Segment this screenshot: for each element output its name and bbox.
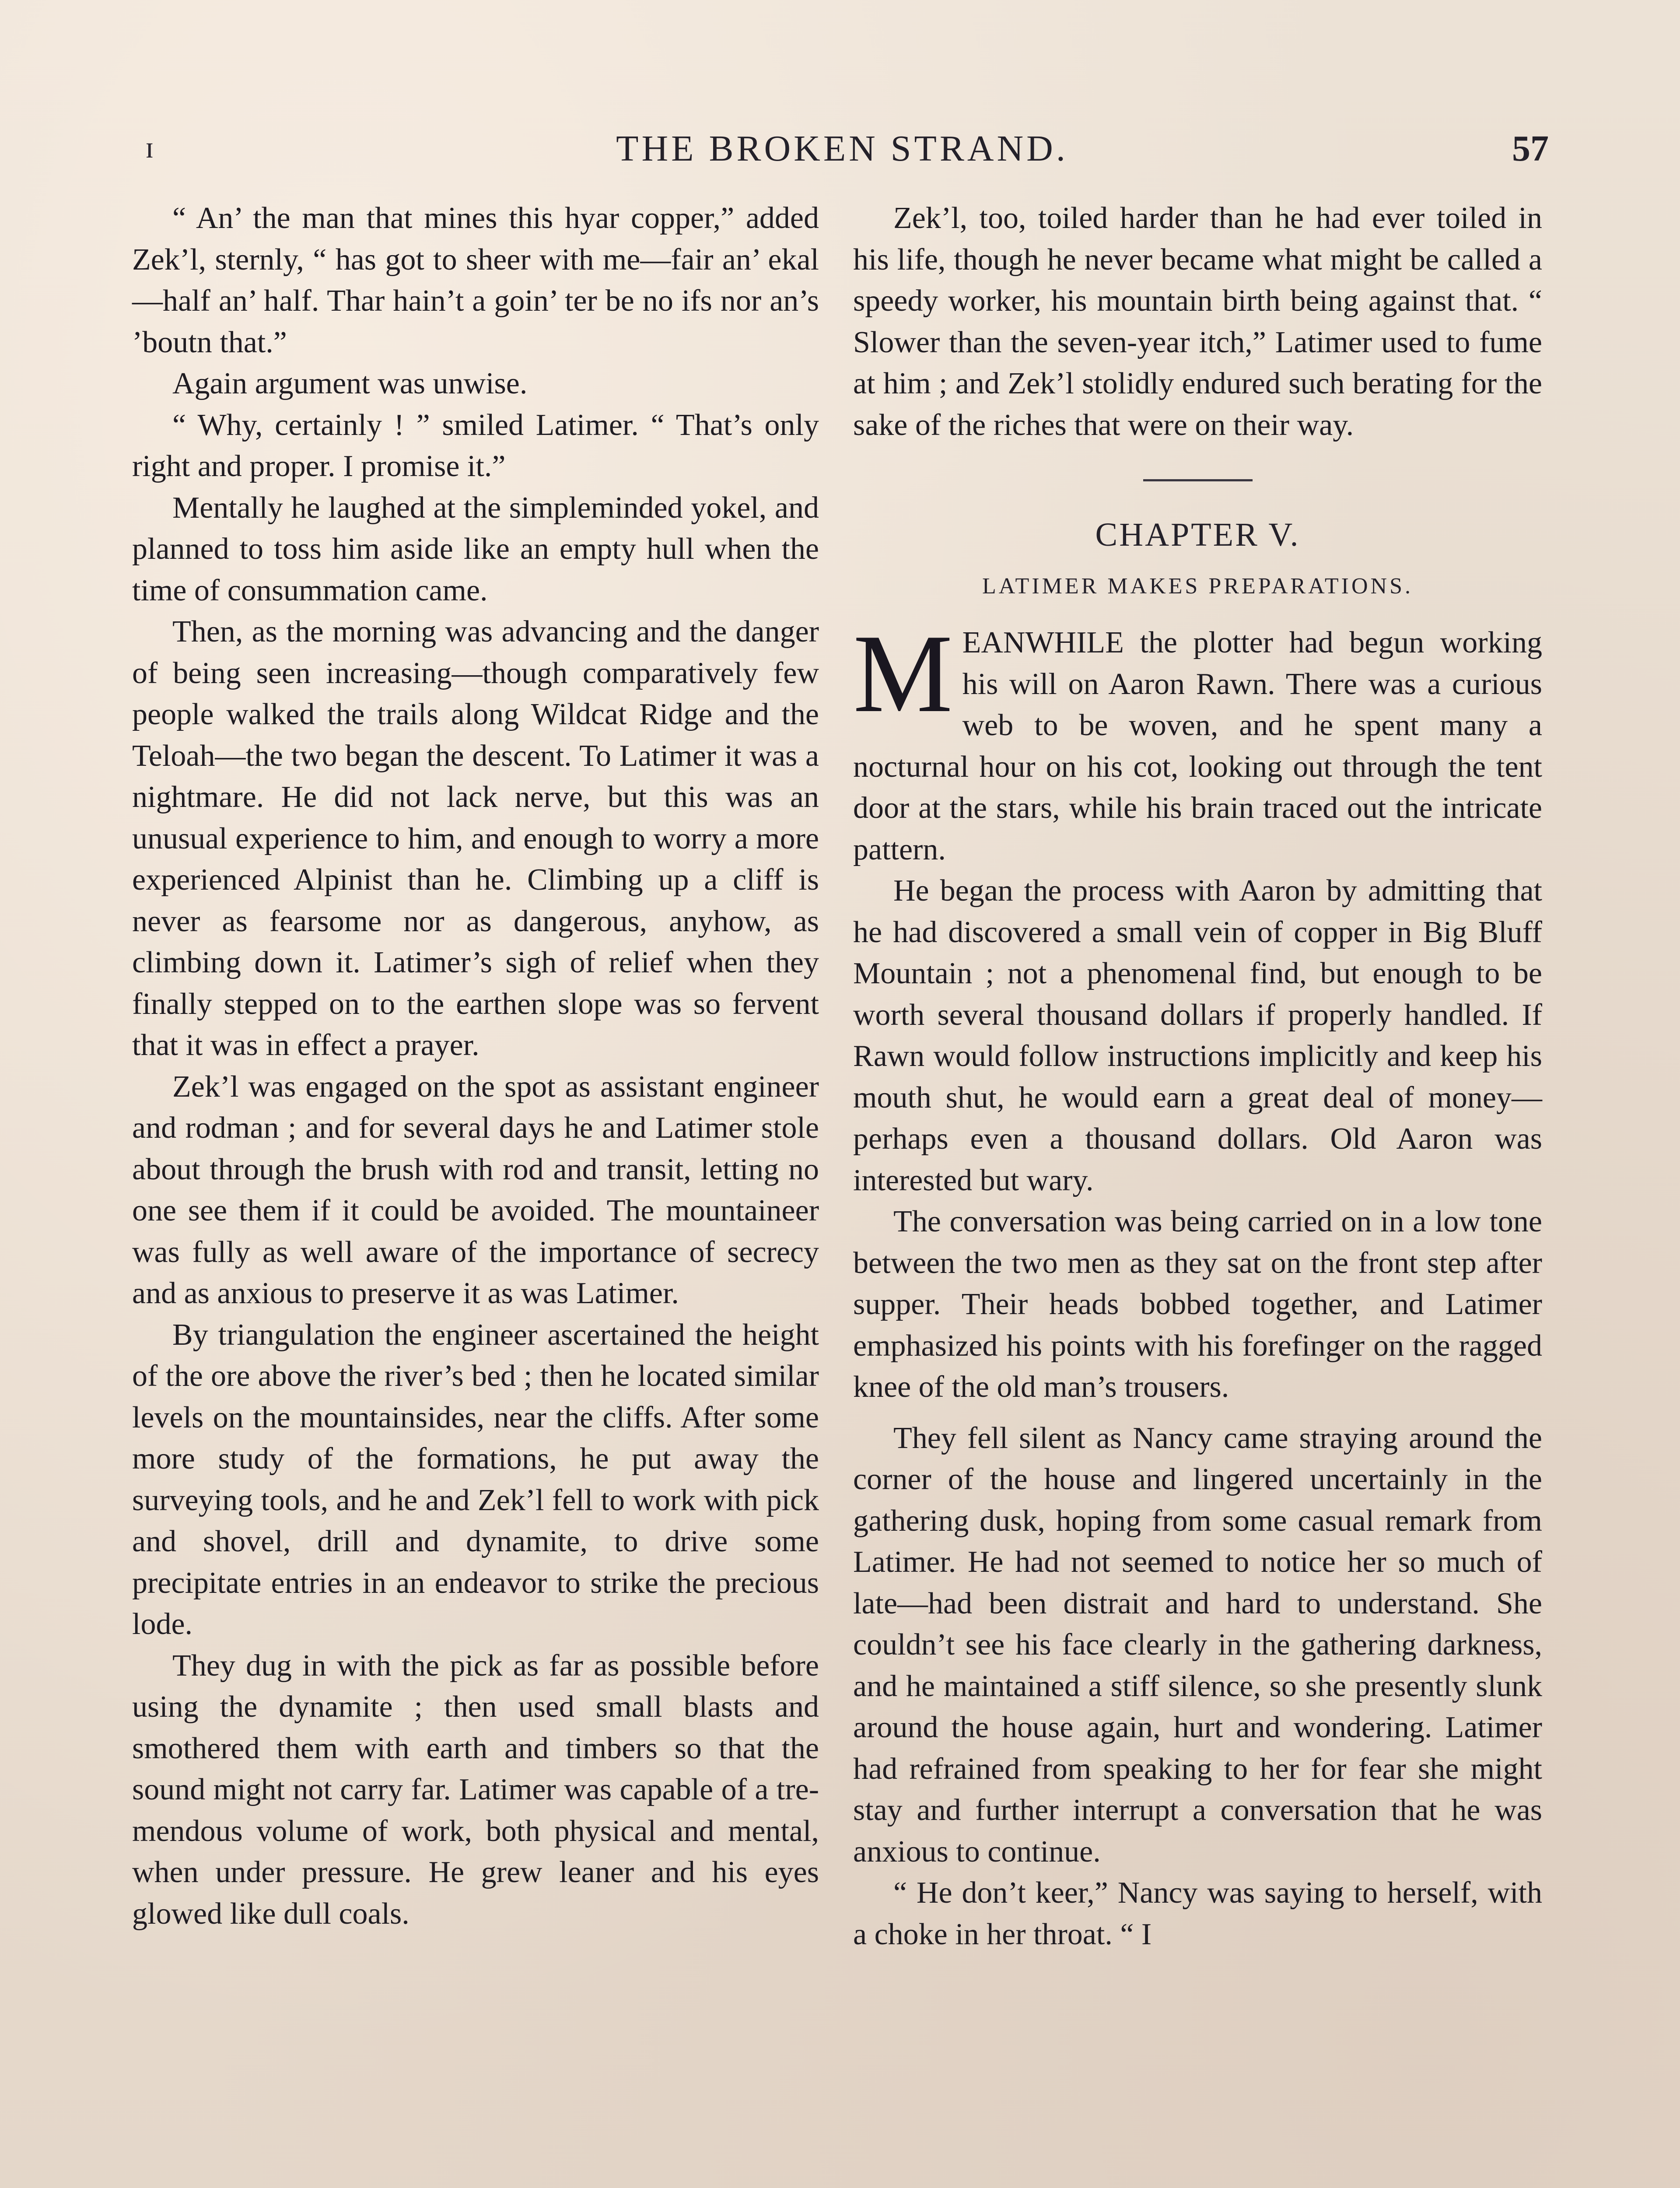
chapter-subtitle: LATIMER MAKES PREPARATIONS. bbox=[982, 574, 1413, 599]
paragraph: Zek’l, too, toiled harder than he had ever toiled in his life, though he never became what might be called a speedy worker, his mountain birth being against that. “ Slower than the seven-year itch,” Latimer used to fume at him ; and Zek’l stolidly endured such berating for the sake of the riches that were on their way. bbox=[853, 201, 1542, 442]
drop-cap-text: EANWHILE the plotter had begun working his will on Aaron Rawn. There was a curious web to be woven, and he spent many a nocturnal hour on his cot, looking out through the tent door at the stars, while his brain traced out the intricate pattern. bbox=[853, 626, 1542, 866]
paragraph: They fell silent as Nancy came straying around the corner of the house and lingered uncertainly in the gathering dusk, hoping from some casual remark from Latimer. He had not seemed to notice her so much of late—had been distrait and hard to understand. She couldn’t see his face clearly in the gathering darkness, and he maintained a stiff silence, so she presently slunk around the house again, hurt and wondering. Latimer had refrained from speaking to her for fear she might stay and further interrupt a conversation that he was anxious to continue. bbox=[853, 1421, 1542, 1869]
left-column bbox=[132, 198, 819, 1935]
page-number: 57 bbox=[1512, 128, 1549, 169]
paragraph: Again argument was unwise. bbox=[172, 367, 528, 400]
drop-cap: M bbox=[853, 612, 953, 736]
paragraph: Mentally he laughed at the simpleminded yokel, and planned to toss him aside like an empty hull when the time of consummation came. bbox=[132, 491, 819, 607]
chapter-opening-paragraph bbox=[853, 612, 1542, 870]
running-title: THE BROKEN STRAND. bbox=[616, 128, 1068, 169]
right-column bbox=[853, 198, 1542, 1955]
chapter-heading: CHAPTER V. bbox=[1095, 516, 1300, 553]
paragraph: Zek’l was engaged on the spot as assistant engineer and rodman ; and for several days he and Latimer stole about through the brush with rod and transit, letting no one see them if it could be avoided. The mountaineer was fully as well aware of the importance of secrecy and as anxious to preserve it as was Latimer. bbox=[132, 1069, 819, 1310]
paragraph: By triangulation the engineer ascertained the height of the ore above the river’s bed ; then he located similar levels on the mountainsides, near the cliffs. After some more study of the formations, he put away the surveying tools, and he and Zek’l fell to work with pick and shovel, drill and dynamite, to drive some precipitate entries in an endeavor to strike the precious lode. bbox=[132, 1318, 819, 1641]
paragraph: “ An’ the man that mines this hyar copper,” added Zek’l, sternly, “ has got to sheer with me—fair an’ ekal—half an’ half. Thar hain’t a goin’ ter be no ifs nor an’s ’boutn that.” bbox=[132, 201, 819, 359]
margin-mark: ɪ bbox=[145, 131, 154, 165]
paragraph: He began the process with Aaron by admitting that he had discovered a small vein of copper in Big Bluff Mountain ; not a phenomenal find, but enough to be worth several thousand dollars if properly handled. If Rawn would follow instructions implicitly and keep his mouth shut, he would earn a great deal of money—perhaps even a thousand dollars. Old Aaron was interested but wary. bbox=[853, 874, 1542, 1197]
paragraph: Then, as the morning was advancing and the danger of being seen increasing—though comparatively few people walked the trails along Wildcat Ridge and the Teloah—the two began the descent. To Latimer it was a nightmare. He did not lack nerve, but this was an unusual experience to him, and enough to worry a more experienced Alpinist than he. Climbing up a cliff is never as fearsome nor as dangerous, anyhow, as climbing down it. Latimer’s sigh of relief when they finally stepped on to the earthen slope was so fervent that it was in effect a prayer. bbox=[132, 615, 819, 1062]
section-divider bbox=[1143, 479, 1253, 481]
page-header bbox=[136, 125, 1549, 177]
paragraph: The conversation was being carried on in a low tone between the two men as they sat on the front step after supper. Their heads bobbed together, and Latimer emphasized his points with his forefinger on the ragged knee of the old man’s trousers. bbox=[853, 1205, 1542, 1404]
paragraph: “ He don’t keer,” Nancy was saying to herself, with a choke in her throat. “ I bbox=[853, 1876, 1542, 1951]
paragraph: “ Why, certainly ! ” smiled Latimer. “ That’s only right and proper. I promise it.” bbox=[132, 408, 819, 483]
paragraph: They dug in with the pick as far as possible before using the dynamite ; then used small blasts and smothered them with earth and timbers so that the sound might not carry far. Latimer was capable of a tremendous volume of work, both physical and mental, when under pressure. He grew leaner and his eyes glowed like dull coals. bbox=[132, 1648, 819, 1931]
